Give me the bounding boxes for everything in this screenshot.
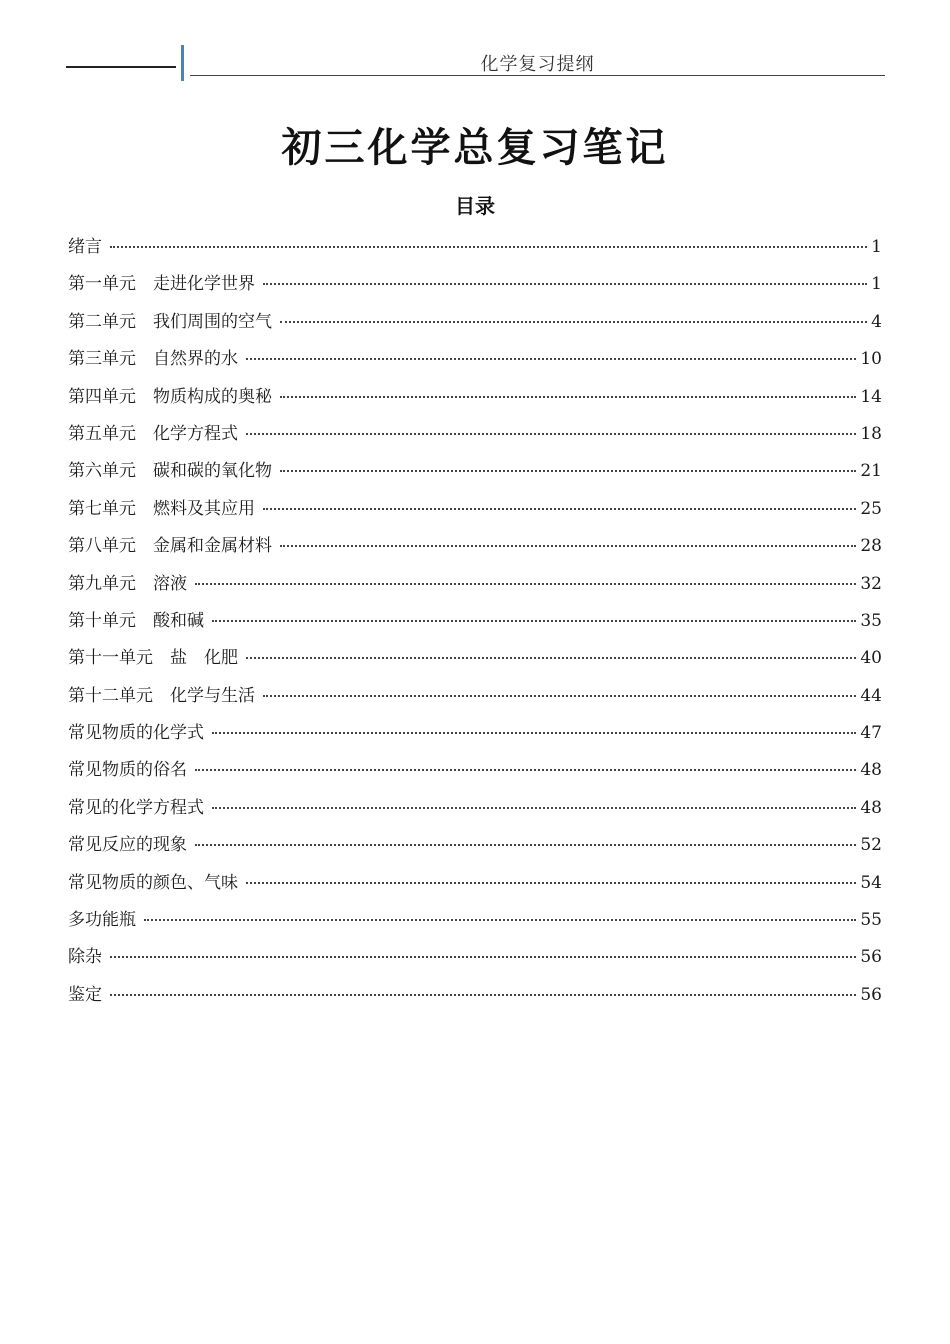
toc-leader [195,844,856,846]
toc-entry[interactable] [68,752,882,789]
toc-entry[interactable] [68,827,882,864]
toc-entry-page: 35 [860,610,882,631]
toc-entry-title: 常见物质的化学式 [68,723,204,744]
toc-leader [280,470,856,472]
header-left-rule [66,66,176,68]
toc-entry-page: 48 [860,760,882,781]
toc-entry[interactable] [68,678,882,715]
running-header: 化学复习提纲 [480,54,595,75]
toc-entry-title: 第十二单元 化学与生活 [68,685,255,706]
toc-entry[interactable] [68,715,882,752]
toc-leader [110,994,856,996]
table-of-contents [68,229,882,1014]
document-title: 初三化学总复习笔记 [281,125,669,171]
toc-entry-title: 除杂 [68,947,102,968]
toc-entry-page: 21 [860,461,882,482]
toc-entry-title: 常见物质的俗名 [68,760,187,781]
toc-entry-page: 4 [871,311,882,332]
toc-entry-title: 第四单元 物质构成的奥秘 [68,386,272,407]
toc-entry-page: 52 [860,835,882,856]
toc-leader [246,358,856,360]
toc-entry-page: 18 [860,423,882,444]
toc-entry[interactable] [68,977,882,1014]
toc-entry-title: 绪言 [68,237,102,257]
toc-leader [195,583,856,585]
toc-entry-page: 25 [860,498,882,519]
toc-entry[interactable] [68,379,882,416]
toc-entry-title: 多功能瓶 [68,910,136,931]
toc-entry-page: 56 [860,984,882,1005]
toc-entry-title: 第六单元 碳和碳的氧化物 [68,461,272,482]
toc-entry-title: 鉴定 [68,984,102,1005]
toc-entry[interactable] [68,453,882,490]
toc-entry[interactable] [68,939,882,976]
toc-leader [212,732,856,734]
toc-entry[interactable] [68,229,882,266]
toc-entry-title: 第八单元 金属和金属材料 [68,536,272,557]
toc-entry-page: 1 [871,237,882,257]
toc-entry-page: 56 [860,947,882,968]
toc-entry[interactable] [68,266,882,303]
toc-entry-title: 第五单元 化学方程式 [68,423,238,444]
toc-entry-title: 常见的化学方程式 [68,797,204,818]
toc-leader [110,246,867,248]
toc-entry-title: 第一单元 走进化学世界 [68,274,255,295]
toc-entry-page: 10 [860,349,882,370]
toc-entry-title: 第二单元 我们周围的空气 [68,311,272,332]
toc-entry[interactable] [68,790,882,827]
toc-leader [263,695,856,697]
toc-entry-title: 常见反应的现象 [68,835,187,856]
toc-entry-page: 48 [860,797,882,818]
toc-entry-page: 47 [860,723,882,744]
toc-entry[interactable] [68,416,882,453]
toc-entry-page: 32 [860,573,882,594]
toc-entry-page: 40 [860,648,882,669]
toc-entry[interactable] [68,341,882,378]
toc-entry-title: 第七单元 燃料及其应用 [68,498,255,519]
toc-leader [280,321,867,323]
toc-entry-title: 第十一单元 盐 化肥 [68,648,238,669]
toc-leader [263,508,856,510]
toc-entry-page: 1 [871,274,882,295]
toc-entry-title: 第九单元 溶液 [68,573,187,594]
toc-entry[interactable] [68,640,882,677]
toc-leader [280,396,856,398]
toc-leader [263,283,867,285]
toc-entry[interactable] [68,304,882,341]
toc-entry-page: 54 [860,872,882,893]
toc-leader [212,620,856,622]
toc-leader [144,919,856,921]
toc-entry[interactable] [68,528,882,565]
toc-leader [246,882,856,884]
toc-entry[interactable] [68,865,882,902]
toc-entry-title: 第十单元 酸和碱 [68,610,204,631]
toc-entry-title: 第三单元 自然界的水 [68,349,238,370]
toc-heading: 目录 [455,194,495,218]
toc-entry-page: 44 [860,685,882,706]
toc-entry[interactable] [68,491,882,528]
toc-entry-page: 14 [860,386,882,407]
toc-entry[interactable] [68,902,882,939]
toc-leader [212,807,856,809]
toc-leader [110,956,856,958]
toc-leader [280,545,856,547]
toc-entry-page: 28 [860,536,882,557]
toc-entry[interactable] [68,603,882,640]
header-accent-bar [181,45,184,81]
toc-leader [246,433,856,435]
toc-leader [195,769,856,771]
toc-entry-page: 55 [860,910,882,931]
toc-entry-title: 常见物质的颜色、气味 [68,872,238,893]
toc-leader [246,657,856,659]
toc-entry[interactable] [68,566,882,603]
